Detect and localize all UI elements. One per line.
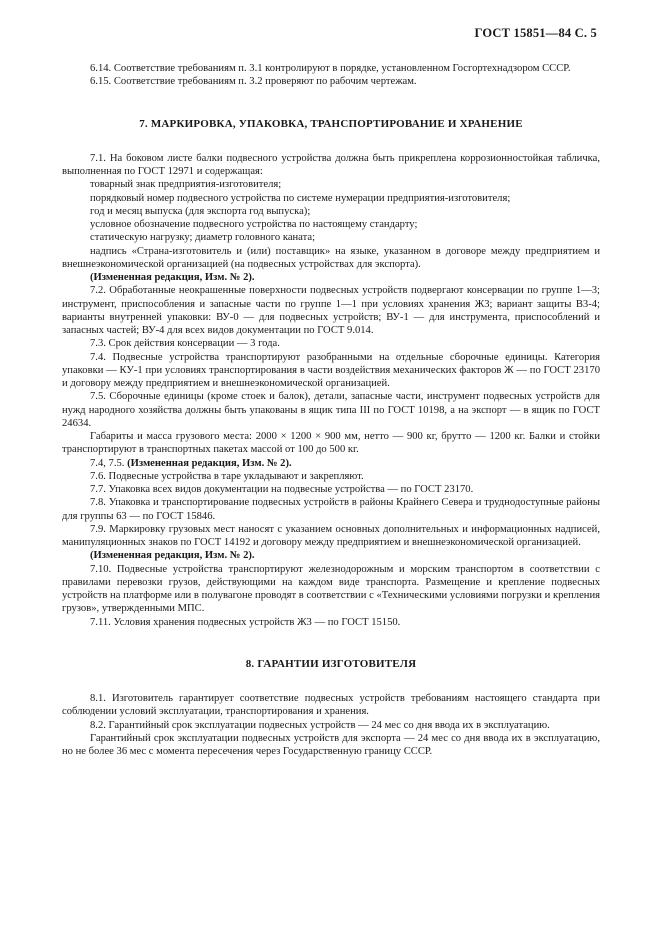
paragraph-8-2-export: Гарантийный срок эксплуатации подвесных устройств для экспорта — 24 мес со дня ввода их в эксплуатацию, но не более 36 мес с момента пересечения через Государственную границу СССР.: [62, 732, 600, 757]
amendment-prefix: 7.4, 7.5.: [90, 457, 125, 469]
list-item: условное обозначение подвесного устройства по настоящему стандарту;: [90, 219, 418, 230]
paragraph-7-1-last: надпись «Страна-изготовитель и (или) поставщик» на языке, указанном в договоре между предприятием и внешнеэкономической организацией (на подвесных устройствах для экспорта).: [62, 245, 600, 270]
amendment-text: (Измененная редакция, Изм. № 2).: [127, 457, 292, 469]
section-8-title: 8. ГАРАНТИИ ИЗГОТОВИТЕЛЯ: [245, 657, 417, 670]
paragraph-7-1: 7.1. На боковом листе балки подвесного устройства должна быть прикреплена коррозионностойкая табличка, выполненная по ГОСТ 12971 и содержащая:: [62, 152, 600, 177]
paragraph-7-3: 7.3. Срок действия консервации — 3 года.: [90, 338, 280, 350]
paragraph-7-7: 7.7. Упаковка всех видов документации на подвесные устройства — по ГОСТ 23170.: [90, 484, 474, 495]
paragraph-7-9: 7.9. Маркировку грузовых мест наносят с указанием основных дополнительных и информационных надписей, манипуляционных знаков по ГОСТ 14192 и договору между предприятием и внешнеэкономической организацией.: [62, 523, 600, 548]
paragraph-6-14: 6.14. Соответствие требованиям п. 3.1 контролируют в порядке, установленном Госгортехнадзором СССР.: [90, 63, 571, 74]
section-7-title: 7. МАРКИРОВКА, УПАКОВКА, ТРАНСПОРТИРОВАНИЕ И ХРАНЕНИЕ: [139, 117, 523, 130]
list-item: порядковый номер подвесного устройства по системе нумерации предприятия-изготовителя;: [90, 192, 511, 204]
paragraph-8-2: 8.2. Гарантийный срок эксплуатации подвесных устройств — 24 мес со дня ввода их в эксплуатацию.: [90, 719, 550, 731]
paragraph-7-10: 7.10. Подвесные устройства транспортируют железнодорожным и морским транспортом в соответствии с правилами перевозки грузов, действующими на каждом виде транспорта. Размещение и крепление подвесных устройств на платформе или в полувагоне проводят в соответствии с «Техническими условиями погрузки и крепления грузов», утвержденными МПС.: [62, 563, 600, 615]
amendment-note: (Измененная редакция, Изм. № 2).: [90, 272, 255, 283]
amendment-note-7-4-7-5: [62, 457, 600, 470]
paragraph-7-2: 7.2. Обработанные неокрашенные поверхности подвесных устройств подвергают консервации по группе 1—3; инструмент, приспособления и запасные части по группе 1—1 при условиях хранения Ж3; вариант защиты В3-4; варианты внутренней упаковки: ВУ-0 — для подвесных устройств; ВУ-1 — для инструмента, приспособлений и запасных частей; ВУ-4 для всех видов документации по ГОСТ 9.014.: [62, 285, 600, 336]
paragraph-7-11: 7.11. Условия хранения подвесных устройств Ж3 — по ГОСТ 15150.: [90, 616, 401, 628]
amendment-note: (Измененная редакция, Изм. № 2).: [90, 550, 255, 562]
paragraph-7-8: 7.8. Упаковка и транспортирование подвесных устройств в районы Крайнего Севера и труднодоступные районы для группы 63 — по ГОСТ 15846.: [62, 497, 600, 522]
list-item: товарный знак предприятия-изготовителя;: [90, 179, 282, 191]
paragraph-7-5-dimensions: Габариты и масса грузового места: 2000 × 1200 × 900 мм, нетто — 900 кг, брутто — 1200 кг. Балки и стойки транспортируют в транспортных пакетах массой от 100 до 500 кг.: [62, 431, 600, 456]
page-header: ГОСТ 15851—84 С. 5: [474, 26, 597, 40]
document-body: [62, 62, 600, 758]
paragraph-8-1: 8.1. Изготовитель гарантирует соответствие подвесных устройств требованиям настоящего стандарта при соблюдении условий эксплуатации, транспортирования и хранения.: [62, 693, 600, 718]
list-item: год и месяц выпуска (для экспорта год выпуска);: [90, 205, 311, 217]
paragraph-7-6: 7.6. Подвесные устройства в таре укладывают и закрепляют.: [90, 470, 364, 482]
paragraph-7-5: 7.5. Сборочные единицы (кроме стоек и балок), детали, запасные части, инструмент подвесных устройств для нужд народного хозяйства должны быть упакованы в ящик типа III по ГОСТ 10198, а на экспорт — в ящик по ГОСТ 24634.: [62, 391, 600, 429]
paragraph-6-15: 6.15. Соответствие требованиям п. 3.2 проверяют по рабочим чертежам.: [90, 76, 417, 88]
paragraph-7-4: 7.4. Подвесные устройства транспортируют разобранными на отдельные сборочные единицы. Категория упаковки — КУ-1 при условиях транспортирования в части воздействия механических факторов Ж — по ГОСТ 23170 и договору между предприятием и внешнеэкономической организацией.: [62, 351, 600, 389]
list-item: статическую нагрузку; диаметр головного каната;: [90, 232, 316, 244]
